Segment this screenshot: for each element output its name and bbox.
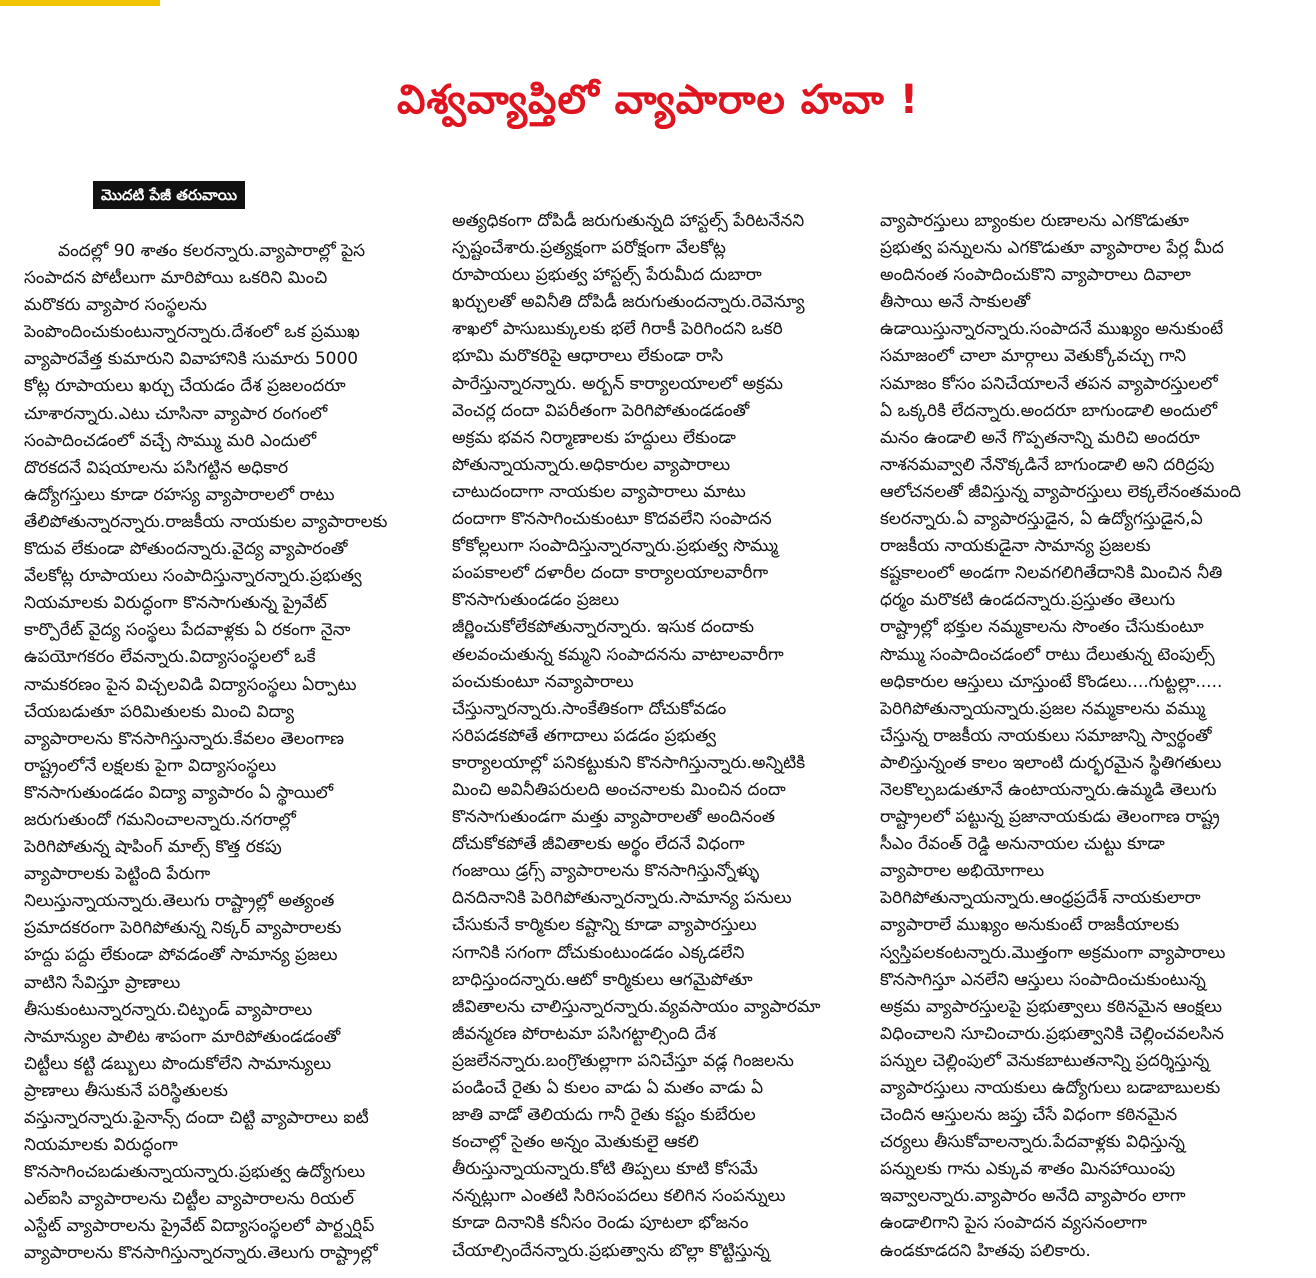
article-text-line: కలరన్నారు.ఏ వ్యాపారస్తుడైన, ఏ ఉద్యోగస్తుడైన,ఏ (880, 509, 1203, 530)
article-text-line: ఉండకూడదని హితవు పలికారు. (880, 1240, 1091, 1261)
article-text-line: చాటుదందాగా నాయకుల వ్యాపారాలు మాటు (452, 481, 746, 502)
article-column-1 (24, 238, 430, 1274)
article-text-line: పంపకాలలో దళారీల దందా కార్యాలయాలవారీగా (452, 563, 769, 584)
article-text-line: చేస్తున్న రాజకీయ నాయకులు సమాజాన్ని స్వార్థంతో (880, 725, 1212, 746)
article-text-line: జీవితాలను చాలిస్తున్నారన్నారు.వ్యవసాయం వ్యాపారమా (452, 996, 821, 1017)
article-text-line: సమాజం కోసం పనిచేయాలనే తపన వ్యాపారస్తులలో (880, 373, 1218, 394)
article-text-line: తలవంచుతున్న కమ్మని సంపాదనను వాటాలవారీగా (452, 644, 784, 665)
article-text-line: కొనసాగుతుండగా మత్తు వ్యాపారాలతో అందినంత (452, 807, 775, 828)
article-text-line: ఇవ్వాలన్నారు.వ్యాపారం అనేది వ్యాపారం లాగా (880, 1186, 1186, 1207)
article-text-line: ప్రాణాలు తీసుకునే పరిస్థితులకు (24, 1080, 228, 1101)
article-text-line: కంచాల్లో సైతం అన్నం మెతుకులై ఆకలి (452, 1132, 699, 1153)
article-text-line: సామాన్యుల పాలిట శాపంగా మారిపోతుండడంతో (24, 1026, 341, 1047)
article-text-line: పోతున్నాయన్నారు.అధికారుల వ్యాపారాలు (452, 454, 731, 475)
article-text-line: దినదినానికి పెరిగిపోతున్నారన్నారు.సామాన్య పనులు (452, 888, 792, 909)
article-text-line: చర్యలు తీసుకోవాలన్నారు.పేదవాళ్లకు విధిస్తున్న (880, 1132, 1185, 1153)
article-text-line: అందినంత సంపాదించుకొని వ్యాపారాలు దివాలా (880, 265, 1191, 286)
article-text-line: పంచుకుంటూ నవ్యాపారాలు (452, 671, 634, 692)
article-text-line: మించి అవినీతిపరులది అంచనాలకు మించిన దందా (452, 779, 786, 800)
article-column-2 (452, 208, 864, 1274)
article-column-3 (880, 208, 1300, 1274)
article-text-line: నన్నట్లుగా ఎంతటి సిరిసంపదలు కలిగిన సంపన్నులు (452, 1186, 786, 1207)
article-text-line: నియమాలకు విరుద్ధంగా (24, 1135, 178, 1156)
article-text-line: పెంపొందించుకుంటున్నారన్నారు.దేశంలో ఒక ప్రముఖ (24, 322, 360, 343)
article-text-line: నాశనమవ్వాలి నేనొక్కడినే బాగుండాలి అని దరిద్రపు (880, 454, 1215, 475)
article-text-line: వెంచర్ల దందా విపరీతంగా పెరిగిపోతుండడంతో (452, 400, 750, 421)
article-text-line: తేలిపోతున్నారన్నారు.రాజకీయ నాయకుల వ్యాపారాలకు (24, 511, 388, 532)
article-text-line: రాజకీయ నాయకుడైనా సామాన్య ప్రజలకు (880, 536, 1151, 557)
article-text-line: జీవన్మరణ పోరాటమా పసిగట్టాల్సింది దేశ (452, 1023, 717, 1044)
article-text-line: అక్రమ భవన నిర్మాణాలకు హద్దులు లేకుండా (452, 427, 736, 448)
article-text-line: స్పష్టంచేశారు.ప్రత్యక్షంగా పరోక్షంగా వేలకోట్ల (452, 238, 726, 259)
article-text-line: ఉపయోగకరం లేవన్నారు.విద్యాసంస్థలలో ఒకే (24, 647, 316, 668)
article-text-line: ఆలోచనలతో జీవిస్తున్న వ్యాపారస్తులు లెక్కలేనంతమంది (880, 481, 1241, 502)
article-text-line: బాధిస్తుందన్నారు.ఆటో కార్మికులు ఆగమైపోతూ (452, 969, 753, 990)
article-text-line: ఎస్టేట్ వ్యాపారాలను ప్రైవేట్ విద్యాసంస్థలలో పార్ట్నర్షిప్ (24, 1216, 375, 1237)
article-text-line: రాష్ట్రంలోనే లక్షలకు పైగా విద్యాసంస్థలు (24, 755, 277, 776)
article-text-line: వందల్లో 90 శాతం కలరన్నారు.వ్యాపారాల్లో పైస (58, 241, 366, 261)
article-text-line: నియమాలకు విరుద్ధంగా కొనసాగుతున్న ప్రైవేట్ (24, 593, 327, 614)
article-text-line: వ్యాపారస్తులు నాయకులు ఉద్యోగులు బడాబాబులకు (880, 1078, 1221, 1098)
article-text-line: కొనసాగుతుండడం ప్రజలు (452, 590, 620, 611)
article-text-line: వ్యాపారాలను కొనసాగిస్తున్నారన్నారు.తెలుగు రాష్ట్రాల్లో (24, 1243, 378, 1264)
article-text-line: అధికారుల ఆస్తులు చూస్తుంటే కొండలు....గుట్టల్లా..... (880, 671, 1223, 692)
article-text-line: దోచుకోకపోతే జీవితాలకు అర్థం లేదనే విధంగా (452, 834, 745, 855)
article-text-line: వ్యాపారాలకు పెట్టింది పేరుగా (24, 864, 211, 885)
article-text-line: శాఖలో పాసుబుక్కులకు భలే గిరాకీ పెరిగిందని ఒకరి (452, 319, 783, 340)
article-text-line: చెందిన ఆస్తులను జప్తు చేసే విధంగా కఠినమైన (880, 1105, 1178, 1126)
article-text-line: వ్యాపారాలే ముఖ్యం అనుకుంటే రాజకీయాలకు (880, 915, 1180, 936)
article-text-line: దందాగా కొనసాగించుకుంటూ కొదవలేని సంపాదన (452, 509, 772, 530)
article-headline: విశ్వవ్యాప్తిలో వ్యాపారాల హవా ! (397, 77, 919, 123)
article-text-line: గంజాయి డ్రగ్స్ వ్యాపారాలను కొనసాగిస్తున్నోళ్ళు (452, 861, 760, 882)
article-text-line: ఉద్యోగస్తులు కూడా రహస్య వ్యాపారాలలో రాటు (24, 484, 335, 505)
article-text-line: నామకరణం పైన విచ్చలవిడి విద్యాసంస్థలు ఏర్పాటు (24, 674, 357, 695)
article-text-line: ప్రభుత్వ పన్నులను ఎగకొడుతూ వ్యాపారాల పేర్ల మీద (880, 238, 1224, 259)
article-text-line: కొదువ లేకుండా పోతుందన్నారు.వైద్య వ్యాపారంతో (24, 539, 348, 560)
article-text-line: తీసుకుంటున్నారన్నారు.చిట్ఫండ్ వ్యాపారాలు (24, 999, 313, 1020)
article-text-line: సీఎం రేవంత్ రెడ్డి అనునాయల చుట్టు కూడా (880, 834, 1165, 855)
article-text-line: కోట్ల రూపాయలు ఖర్చు చేయడం దేశ ప్రజలందరూ (24, 376, 346, 397)
article-text-line: సొమ్ము సంపాదించడంలో రాటు దేలుతున్న టెంపుల్స్ (880, 644, 1215, 665)
article-text-line: కష్టకాలంలో అండగా నిలవగలిగితేదానికి మించిన నీతి (880, 563, 1223, 584)
article-text-line: పెరిగిపోతున్నాయన్నారు.ప్రజల నమ్మకాలను వమ్ము (880, 698, 1206, 719)
article-text-line: వ్యాపారస్తులు బ్యాంకుల రుణాలను ఎగకొడుతూ (880, 211, 1189, 231)
article-text-line: చేయాల్సిందేనన్నారు.ప్రభుత్వాను బొల్లా కొట్టిస్తున్న (452, 1240, 770, 1261)
article-text-line: ఎల్ఐసి వ్యాపారాలను చిట్టీల వ్యాపారాలను రియల్ (24, 1189, 355, 1210)
article-text-line: రూపాయలు ప్రభుత్వ హాస్టల్స్ పేరుమీద దుబారా (452, 265, 762, 286)
article-text-line: కూడా దినానికి కనీసం రెండు పూటలా భోజనం (452, 1213, 749, 1234)
article-text-line: చూశారన్నారు.ఎటు చూసినా వ్యాపార రంగంలో (24, 403, 328, 424)
article-text-line: కొనసాగిస్తూ ఎనలేని ఆస్తులు సంపాదించుకుంటున్న (880, 969, 1206, 990)
article-text-line: అక్రమ వ్యాపారస్తులపై ప్రభుత్వాలు కఠినమైన ఆంక్షలు (880, 996, 1223, 1017)
article-text-line: కార్పొరేట్ వైద్య సంస్థలు పేదవాళ్లకు ఏ రకంగా నైనా (24, 620, 351, 641)
article-text-line: పాలిస్తున్నంత కాలం ఇలాంటి దుర్భరమైన స్థితిగతులు (880, 752, 1222, 773)
article-text-line: రాష్ట్రాలలో పట్టున్న ప్రజానాయకుడు తెలంగాణ రాష్ట్ర (880, 807, 1220, 828)
article-text-line: ఖర్చులతో అవినీతి దోపిడీ జరుగుతుందన్నారు.రెవెన్యూ (452, 292, 805, 313)
continued-from-front-page-tag: మొదటి పేజీ తరువాయి (93, 181, 245, 209)
article-text-line: కోకోల్లలుగా సంపాదిస్తున్నారన్నారు.ప్రభుత్వ సొమ్ము (452, 536, 778, 557)
article-text-line: నిలుస్తున్నాయన్నారు.తెలుగు రాష్ట్రాల్లో అత్యంత (24, 891, 335, 912)
article-text-line: అత్యధికంగా దోపిడీ జరుగుతున్నది హాస్టల్స్ పేరిటనేనని (452, 211, 805, 231)
article-text-line: మరొకరు వ్యాపార సంస్థలను (24, 295, 207, 316)
article-text-line: తీరుస్తున్నాయన్నారు.కోటి తిప్పలు కూటి కోసమే (452, 1159, 758, 1180)
article-text-line: సరిపడకపోతే తగాదాలు పడడం ప్రభుత్వ (452, 725, 717, 746)
article-text-line: పన్నుల చెల్లింపులో వెనుకబాటుతనాన్ని ప్రదర్శిస్తున్న (880, 1050, 1210, 1071)
article-text-line: మనం ఉండాలి అనే గొప్పతనాన్ని మరిచి అందరూ (880, 427, 1200, 448)
article-text-line: రాష్ట్రాల్లో భక్తుల నమ్మకాలను సొంతం చేసుకుంటూ (880, 617, 1204, 638)
article-text-line: సగానికి సగంగా దోచుకుంటుండడం ఎక్కడలేని (452, 942, 745, 963)
article-text-line: ప్రజలేనన్నారు.బంగ్రొతుల్లాగా పనిచేస్తూ వడ్ల గింజలను (452, 1050, 794, 1071)
article-text-line: పారేస్తున్నారన్నారు. అర్బన్ కార్యాలయాలలో అక్రమ (452, 373, 784, 394)
article-text-line: హద్దు పద్దు లేకుండా పోవడంతో సామాన్య ప్రజలు (24, 945, 338, 966)
article-text-line: తీసాయి అనే సాకులతో (880, 292, 1031, 313)
article-text-line: వ్యాపారాలను కొనసాగిస్తున్నారు.కేవలం తెలంగాణ (24, 728, 345, 749)
article-text-line: విధించాలని సూచించారు.ప్రభుత్వానికి చెల్లించవలసిన (880, 1023, 1224, 1044)
article-text-line: ఉండాలిగాని పైస సంపాదన వ్యసనంలాగా (880, 1213, 1147, 1234)
top-accent-rule (0, 0, 160, 6)
article-text-line: పెరిగిపోతున్నాయన్నారు.ఆంధ్రప్రదేశ్ నాయకులారా (880, 888, 1201, 909)
article-text-line: చిట్టీలు కట్టి డబ్బులు పొందుకోలేని సామాన్యులు (24, 1053, 332, 1074)
article-text-line: వస్తున్నారన్నారు.ఫైనాన్స్ దందా చిట్టి వ్యాపారాలు ఐటీ (24, 1108, 369, 1128)
article-text-line: చేస్తున్నారన్నారు.సాంకేతికంగా దోచుకోవడం (452, 698, 727, 719)
article-text-line: వాటిని సేవిస్తూ ప్రాణాలు (24, 972, 181, 993)
article-text-line: సంపాదన పోటీలుగా మారిపోయి ఒకరిని మించి (24, 268, 328, 289)
article-text-line: జరుగుతుందో గమనించాలన్నారు.నగరాల్లో (24, 809, 296, 830)
article-text-line: నెలకొల్పబడుతూనే ఉంటాయన్నారు.ఉమ్మడి తెలుగు (880, 779, 1217, 800)
article-text-line: ధర్మం మరొకటి ఉండదన్నారు.ప్రస్తుతం తెలుగు (880, 590, 1176, 611)
article-text-line: ఏ ఒక్కరికి లేదన్నారు.అందరూ బాగుండాలి అందులో (880, 400, 1218, 421)
article-text-line: పెరిగిపోతున్న షాపింగ్ మాల్స్ కొత్త రకపు (24, 837, 282, 858)
article-text-line: దొరకదనే విషయాలను పసిగట్టిన అధికార (24, 457, 289, 478)
article-text-line: జీర్ణించుకోలేకపోతున్నారన్నారు. ఇసుక దందాకు (452, 617, 754, 638)
article-text-line: పండించే రైతు ఏ కులం వాడు ఏ మతం వాడు ఏ (452, 1078, 764, 1098)
article-text-line: కొనసాగించబడుతున్నాయన్నారు.ప్రభుత్వ ఉద్యోగులు (24, 1162, 366, 1183)
article-text-line: ఉడాయిస్తున్నారన్నారు.సంపాదనే ముఖ్యం అనుకుంటే (880, 319, 1224, 340)
article-text-line: వేలకోట్ల రూపాయలు సంపాదిస్తున్నారన్నారు.ప్రభుత్వ (24, 566, 362, 587)
article-text-line: వ్యాపారవేత్త కుమారుని వివాహానికి సుమారు 5000 (24, 349, 359, 370)
article-text-line: కార్యాలయాల్లో పనికట్టుకుని కొనసాగిస్తున్నారు.అన్నిటికి (452, 752, 806, 773)
article-text-line: చేసుకునే కార్మికుల కష్టాన్ని కూడా వ్యాపారస్తులు (452, 915, 757, 936)
article-text-line: ప్రమాదకరంగా పెరిగిపోతున్న నిక్కర్ వ్యాపారాలకు (24, 918, 342, 939)
article-text-line: వ్యాపారాల అభియోగాలు (880, 861, 1045, 882)
article-text-line: సంపాదించడంలో వచ్చే సొమ్ము మరి ఎందులో (24, 430, 317, 451)
article-text-line: పన్నులకు గాను ఎక్కువ శాతం మినహాయింపు (880, 1159, 1176, 1180)
article-text-line: స్వస్తిపలకంటన్నారు.మొత్తంగా అక్రమంగా వ్యాపారాలు (880, 942, 1226, 963)
article-text-line: కొనసాగుతుండడం విద్యా వ్యాపారం ఏ స్థాయిలో (24, 782, 334, 803)
article-text-line: చేయబడుతూ పరిమితులకు మించి విద్యా (24, 701, 295, 722)
article-text-line: భూమి మరొకరిపై ఆధారాలు లేకుండా రాసి (452, 346, 724, 367)
article-text-line: సమాజంలో చాలా మార్గాలు వెతుక్కోవచ్చు గాని (880, 346, 1187, 367)
article-text-line: జాతి వాడో తెలియదు గానీ రైతు కష్టం కుబేరుల (452, 1105, 756, 1126)
